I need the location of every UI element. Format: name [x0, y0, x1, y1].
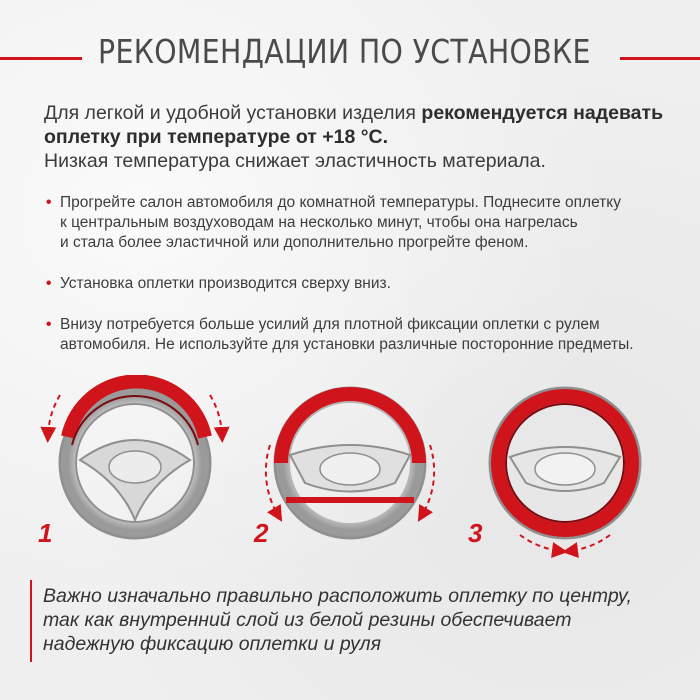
list-item-line-1: Установка оплетки производится сверху вниз.: [60, 275, 391, 292]
note-accent-bar: [30, 580, 32, 662]
steering-wheel-step-1-icon: [48, 381, 222, 538]
list-item-line-1: Внизу потребуется больше усилий для плотной фиксации оплетки с рулем: [60, 316, 600, 333]
step-number-2: 2: [254, 518, 269, 548]
important-note: [30, 580, 670, 662]
note-line-2: так как внутренний слой из белой резины обеспечивает: [43, 609, 572, 631]
list-item: [46, 193, 621, 253]
list-item: [46, 315, 634, 355]
steering-wheels-illustration: [0, 375, 700, 575]
list-item: [46, 274, 391, 294]
intro-part-2: Низкая температура снижает эластичность материала.: [44, 150, 546, 172]
list-item-line-2: автомобиля. Не используйте для установки различные посторонние предметы.: [60, 336, 634, 353]
intro-bold: рекомендуется надевать оплетку при температуре от +18 °С.: [44, 102, 664, 148]
list-item-line-3: и стала более эластичной или дополнительно прогрейте феном.: [60, 234, 529, 251]
intro-part-1: Для легкой и удобной установки изделия: [44, 102, 422, 124]
step-number-1: 1: [38, 518, 53, 548]
list-item-line-1: Прогрейте салон автомобиля до комнатной температуры. Поднесите оплетку: [60, 194, 621, 211]
bullet-icon: •: [46, 316, 52, 333]
title-decor-line-right: [620, 57, 700, 60]
title-row: [0, 32, 700, 84]
bullet-icon: •: [46, 194, 52, 211]
bullet-icon: •: [46, 275, 52, 292]
title-decor-line-left: [0, 57, 82, 60]
intro-text: [44, 101, 684, 173]
steering-wheel-step-2-icon: [266, 388, 434, 538]
note-line-1: Важно изначально правильно расположить оплетку по центру,: [43, 585, 632, 607]
page-title: РЕКОМЕНДАЦИИ ПО УСТАНОВКЕ: [98, 32, 591, 71]
note-text: [43, 584, 663, 656]
list-item-line-2: к центральным воздуховодам на несколько минут, чтобы она нагрелась: [60, 214, 578, 231]
steering-wheel-step-3-icon: [490, 388, 640, 551]
installation-steps: [0, 375, 700, 575]
step-number-3: 3: [468, 518, 483, 548]
note-line-3: надежную фиксацию оплетки и руля: [43, 633, 382, 655]
